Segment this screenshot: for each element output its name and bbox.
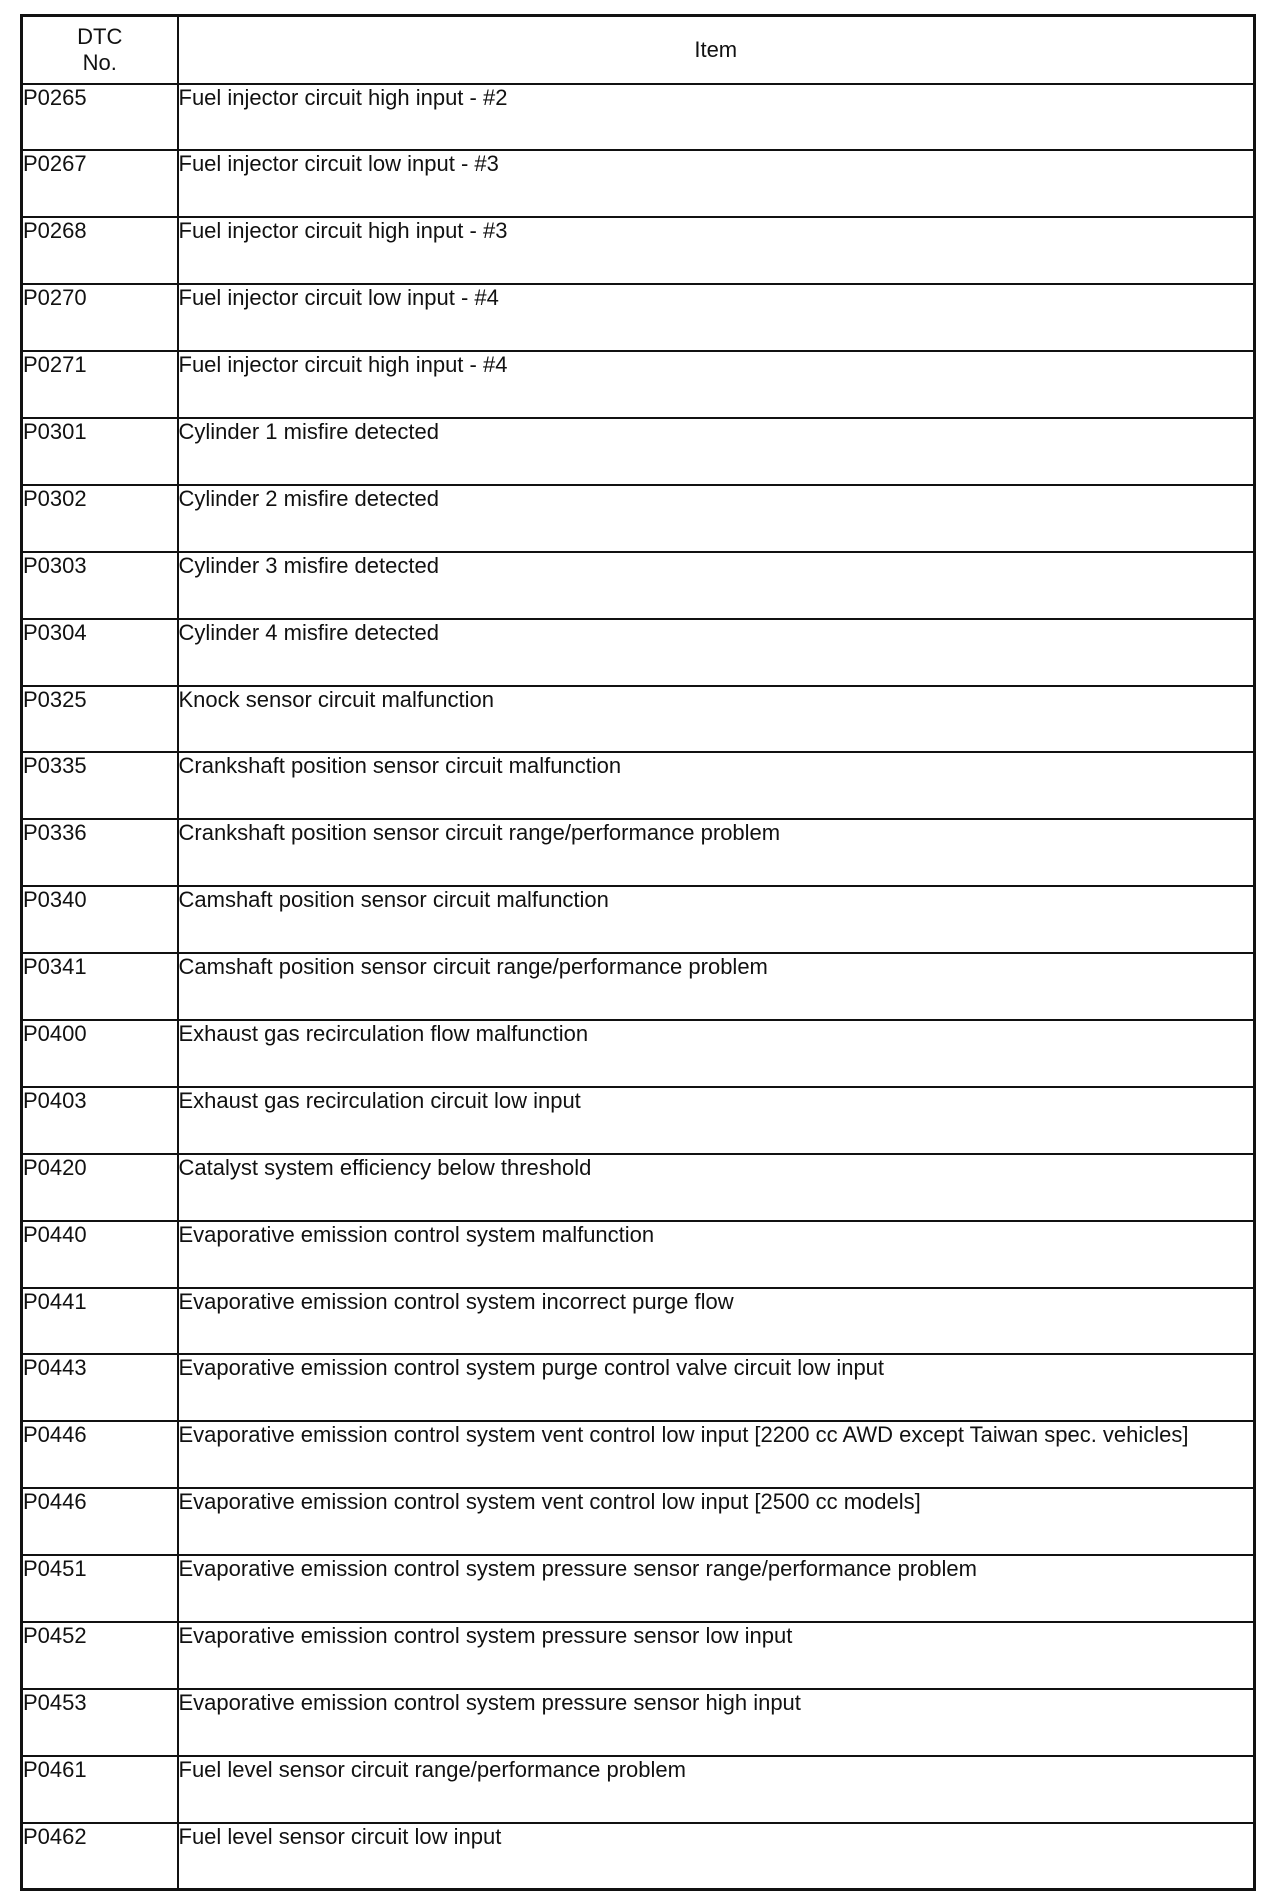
- table-row: [22, 819, 1255, 886]
- dtc-item-cell: Cylinder 3 misfire detected: [178, 552, 1255, 619]
- dtc-code-cell: P0420: [22, 1154, 178, 1221]
- dtc-item-cell: Fuel level sensor circuit range/performance problem: [178, 1756, 1255, 1823]
- dtc-item-cell: Catalyst system efficiency below threshold: [178, 1154, 1255, 1221]
- dtc-item-cell: Evaporative emission control system pressure sensor range/performance problem: [178, 1555, 1255, 1622]
- table-row: [22, 1221, 1255, 1288]
- table-body: [22, 84, 1255, 1890]
- table-row: [22, 1288, 1255, 1355]
- dtc-item-cell: Evaporative emission control system pressure sensor high input: [178, 1689, 1255, 1756]
- dtc-code-cell: P0301: [22, 418, 178, 485]
- dtc-table: [20, 14, 1256, 1891]
- table-row: [22, 1689, 1255, 1756]
- table-row: [22, 1354, 1255, 1421]
- table-row: [22, 84, 1255, 151]
- dtc-code-cell: P0340: [22, 886, 178, 953]
- dtc-item-cell: Fuel injector circuit low input - #4: [178, 284, 1255, 351]
- dtc-item-cell: Knock sensor circuit malfunction: [178, 686, 1255, 753]
- dtc-code-cell: P0304: [22, 619, 178, 686]
- dtc-code-cell: P0268: [22, 217, 178, 284]
- dtc-header-line2: No.: [82, 49, 117, 75]
- dtc-code-cell: P0336: [22, 819, 178, 886]
- dtc-item-cell: Exhaust gas recirculation circuit low input: [178, 1087, 1255, 1154]
- dtc-code-cell: P0446: [22, 1488, 178, 1555]
- table-row: [22, 1087, 1255, 1154]
- table-row: [22, 351, 1255, 418]
- dtc-item-cell: Evaporative emission control system vent control low input [2500 cc models]: [178, 1488, 1255, 1555]
- table-row: [22, 619, 1255, 686]
- dtc-code-cell: P0335: [22, 752, 178, 819]
- dtc-item-cell: Crankshaft position sensor circuit range/performance problem: [178, 819, 1255, 886]
- dtc-code-cell: P0267: [22, 150, 178, 217]
- dtc-code-cell: P0270: [22, 284, 178, 351]
- dtc-item-cell: Evaporative emission control system malfunction: [178, 1221, 1255, 1288]
- table-row: [22, 485, 1255, 552]
- table-row: [22, 752, 1255, 819]
- dtc-item-cell: Camshaft position sensor circuit malfunction: [178, 886, 1255, 953]
- table-header: [22, 16, 1255, 84]
- dtc-code-cell: P0265: [22, 84, 178, 151]
- dtc-code-cell: P0441: [22, 1288, 178, 1355]
- dtc-item-cell: Fuel injector circuit high input - #4: [178, 351, 1255, 418]
- item-header: Item: [178, 16, 1255, 84]
- dtc-item-cell: Crankshaft position sensor circuit malfunction: [178, 752, 1255, 819]
- dtc-item-cell: Camshaft position sensor circuit range/performance problem: [178, 953, 1255, 1020]
- dtc-code-cell: P0461: [22, 1756, 178, 1823]
- dtc-code-cell: P0453: [22, 1689, 178, 1756]
- dtc-code-cell: P0462: [22, 1823, 178, 1890]
- dtc-code-cell: P0451: [22, 1555, 178, 1622]
- table-row: [22, 150, 1255, 217]
- dtc-code-cell: P0303: [22, 552, 178, 619]
- dtc-item-cell: Evaporative emission control system incorrect purge flow: [178, 1288, 1255, 1355]
- dtc-code-cell: P0403: [22, 1087, 178, 1154]
- dtc-item-cell: Cylinder 1 misfire detected: [178, 418, 1255, 485]
- dtc-item-cell: Fuel level sensor circuit low input: [178, 1823, 1255, 1890]
- table-row: [22, 1421, 1255, 1488]
- dtc-code-cell: P0452: [22, 1622, 178, 1689]
- dtc-code-cell: P0271: [22, 351, 178, 418]
- table-row: [22, 1622, 1255, 1689]
- header-row: [22, 16, 1255, 84]
- table-row: [22, 1756, 1255, 1823]
- dtc-item-cell: Fuel injector circuit low input - #3: [178, 150, 1255, 217]
- dtc-item-cell: Cylinder 2 misfire detected: [178, 485, 1255, 552]
- table-row: [22, 217, 1255, 284]
- table-row: [22, 1555, 1255, 1622]
- table-row: [22, 418, 1255, 485]
- dtc-item-cell: Cylinder 4 misfire detected: [178, 619, 1255, 686]
- dtc-item-cell: Fuel injector circuit high input - #2: [178, 84, 1255, 151]
- dtc-code-cell: P0400: [22, 1020, 178, 1087]
- dtc-item-cell: Exhaust gas recirculation flow malfunction: [178, 1020, 1255, 1087]
- dtc-item-cell: Fuel injector circuit high input - #3: [178, 217, 1255, 284]
- table-row: [22, 953, 1255, 1020]
- table-row: [22, 1020, 1255, 1087]
- table-row: [22, 1488, 1255, 1555]
- dtc-code-cell: P0443: [22, 1354, 178, 1421]
- dtc-code-cell: P0440: [22, 1221, 178, 1288]
- dtc-item-cell: Evaporative emission control system pressure sensor low input: [178, 1622, 1255, 1689]
- dtc-code-cell: P0446: [22, 1421, 178, 1488]
- dtc-number-header: [22, 16, 178, 84]
- table-row: [22, 886, 1255, 953]
- table-row: [22, 1154, 1255, 1221]
- dtc-item-cell: Evaporative emission control system vent control low input [2200 cc AWD except Taiwan spec. vehicles]: [178, 1421, 1255, 1488]
- table-row: [22, 552, 1255, 619]
- dtc-code-cell: P0325: [22, 686, 178, 753]
- dtc-header-line1: DTC: [77, 23, 123, 49]
- dtc-item-cell: Evaporative emission control system purge control valve circuit low input: [178, 1354, 1255, 1421]
- table-row: [22, 1823, 1255, 1890]
- dtc-code-cell: P0341: [22, 953, 178, 1020]
- table-row: [22, 284, 1255, 351]
- dtc-code-cell: P0302: [22, 485, 178, 552]
- table-row: [22, 686, 1255, 753]
